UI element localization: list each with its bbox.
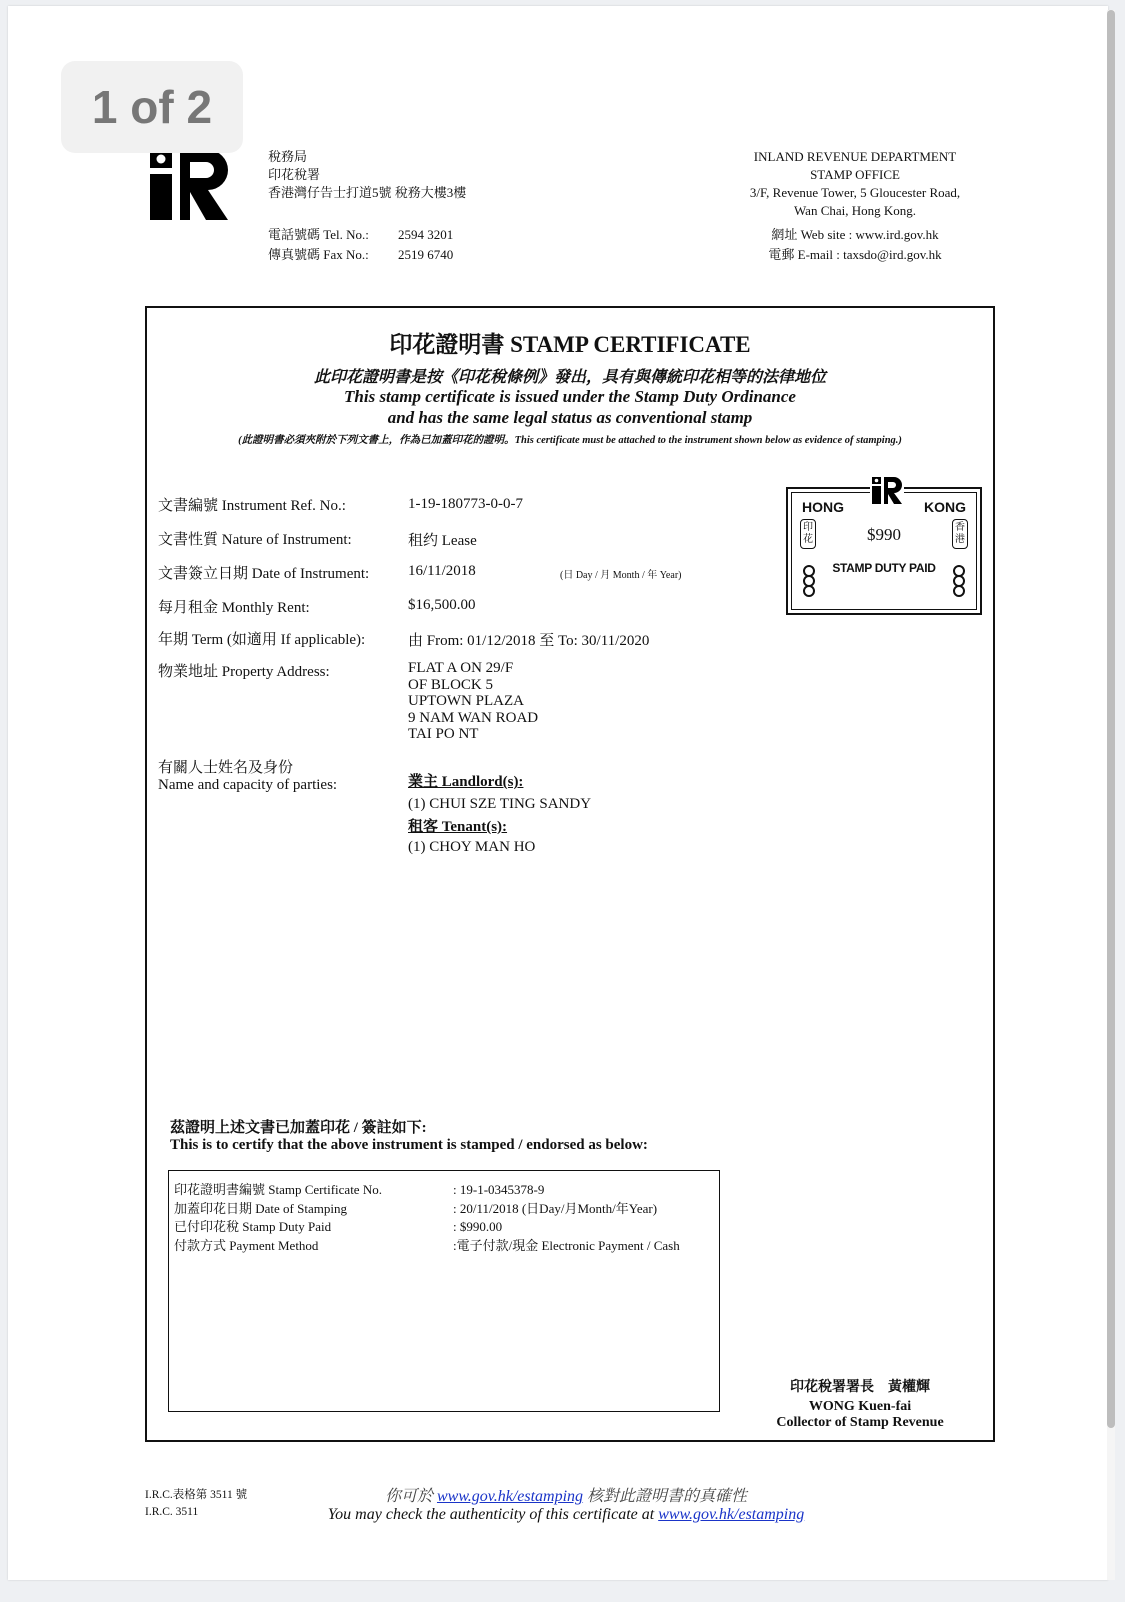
stamp-ornament-icon bbox=[802, 565, 816, 599]
page-counter: 1 of 2 bbox=[61, 61, 243, 153]
stamp-left-chars: 印花 bbox=[800, 519, 816, 549]
address-label: 物業地址 Property Address: bbox=[158, 664, 330, 680]
nature-label: 文書性質 Nature of Instrument: bbox=[158, 532, 352, 548]
stamp-amount: $990 bbox=[867, 525, 901, 544]
scrollbar[interactable] bbox=[1107, 10, 1115, 1580]
detail-value: : 19-1-0345378-9 bbox=[453, 1182, 545, 1197]
signatory-title: Collector of Stamp Revenue bbox=[776, 1415, 944, 1430]
scrollbar-thumb[interactable] bbox=[1107, 10, 1115, 1428]
check-en-before: You may check the authenticity of this certificate at bbox=[327, 1506, 655, 1523]
header-left-line: 稅務局 bbox=[268, 149, 308, 164]
check-zh-after: 核對此證明書的真確性 bbox=[587, 1488, 748, 1505]
detail-label: 付款方式 Payment Method bbox=[174, 1237, 319, 1253]
address-line: UPTOWN PLAZA bbox=[408, 693, 524, 709]
subtitle-en-1: This stamp certificate is issued under the Stamp Duty Ordinance bbox=[344, 387, 796, 406]
ird-logo-icon bbox=[150, 150, 234, 222]
details-labels bbox=[174, 1181, 382, 1255]
tel-label: 電話號碼 Tel. No.: bbox=[268, 227, 369, 242]
stamp-right-chars: 香港 bbox=[952, 519, 968, 549]
landlord-name: (1) CHUI SZE TING SANDY bbox=[408, 796, 592, 812]
detail-label: 已付印花稅 Stamp Duty Paid bbox=[174, 1219, 332, 1234]
term-label: 年期 Term (如適用 If applicable): bbox=[158, 632, 366, 648]
detail-value: : 20/11/2018 (日Day/月Month/年Year) bbox=[453, 1200, 658, 1216]
stamp-ird-logo-icon bbox=[870, 477, 904, 505]
check-line-zh bbox=[296, 1483, 836, 1506]
website: 網址 Web site : www.ird.gov.hk bbox=[771, 227, 939, 242]
detail-label: 印花證明書編號 Stamp Certificate No. bbox=[174, 1182, 382, 1197]
detail-value: :電子付款/現金 Electronic Payment / Cash bbox=[453, 1237, 680, 1253]
stamp-paid-text: STAMP DUTY PAID bbox=[832, 561, 936, 575]
header-right-line: Wan Chai, Hong Kong. bbox=[793, 203, 917, 218]
address-line: FLAT A ON 29/F bbox=[408, 660, 514, 676]
detail-label: 加蓋印花日期 Date of Stamping bbox=[174, 1200, 347, 1216]
stamping-details-box bbox=[168, 1170, 720, 1412]
date-format: (日 Day / 月 Month / 年 Year) bbox=[560, 570, 682, 581]
header-right-line: INLAND REVENUE DEPARTMENT bbox=[753, 149, 957, 164]
address-line: 9 NAM WAN ROAD bbox=[408, 709, 539, 726]
term-value: 由 From: 01/12/2018 至 To: 30/11/2020 bbox=[408, 633, 650, 649]
stamp-hong: HONG bbox=[802, 499, 844, 515]
subtitle-zh: 此印花證明書是按《印花稅條例》發出，具有與傳統印花相等的法律地位 bbox=[313, 369, 826, 386]
tel-value: 2594 3201 bbox=[398, 227, 454, 242]
check-zh-before: 你可於 bbox=[384, 1488, 433, 1505]
parties-label-en: Name and capacity of parties: bbox=[158, 777, 338, 793]
estamping-link[interactable]: www.gov.hk/estamping bbox=[658, 1506, 805, 1523]
landlord-heading: 業主 Landlord(s): bbox=[408, 774, 524, 790]
stamp-kong: KONG bbox=[924, 499, 966, 515]
property-address bbox=[408, 660, 538, 743]
fax-value: 2519 6740 bbox=[398, 247, 454, 262]
form-number-zh: I.R.C.表格第 3511 號 bbox=[145, 1489, 248, 1501]
address-line: TAI PO NT bbox=[408, 726, 479, 742]
parties-label-zh: 有關人士姓名及身份 bbox=[158, 760, 294, 776]
header-right-line: 3/F, Revenue Tower, 5 Gloucester Road, bbox=[749, 185, 961, 200]
form-number-en: I.R.C. 3511 bbox=[145, 1506, 199, 1518]
detail-value: : $990.00 bbox=[453, 1219, 503, 1234]
certificate-note: (此證明書必須夾附於下列文書上，作為已加蓋印花的證明。This certificate must be attached to the instrument shown below as evidence of stamping.) bbox=[238, 435, 902, 446]
certify-en: This is to certify that the above instrument is stamped / endorsed as below: bbox=[170, 1137, 648, 1153]
signatory-name: WONG Kuen-fai bbox=[808, 1399, 912, 1414]
header-right bbox=[715, 148, 995, 220]
stamp-ornament-icon bbox=[952, 565, 966, 599]
parties-label bbox=[158, 760, 337, 794]
ref-label: 文書編號 Instrument Ref. No.: bbox=[158, 498, 346, 514]
date-value: 16/11/2018 bbox=[408, 563, 476, 579]
tenant-name: (1) CHOY MAN HO bbox=[408, 839, 536, 855]
email: 電郵 E-mail : taxsdo@ird.gov.hk bbox=[768, 247, 942, 262]
subtitle-en-2: and has the same legal status as conventional stamp bbox=[387, 408, 753, 427]
header-right-line: STAMP OFFICE bbox=[810, 167, 900, 182]
date-label: 文書簽立日期 Date of Instrument: bbox=[158, 566, 370, 582]
certify-zh: 茲證明上述文書已加蓋印花 / 簽註如下: bbox=[170, 1120, 427, 1136]
address-line: OF BLOCK 5 bbox=[408, 676, 494, 693]
details-values bbox=[453, 1181, 680, 1255]
certificate-title: 印花證明書 STAMP CERTIFICATE bbox=[389, 332, 751, 357]
stamp-duty-paid-stamp bbox=[786, 487, 982, 615]
check-line-en bbox=[296, 1506, 836, 1524]
nature-value: 租约 Lease bbox=[408, 533, 477, 549]
header-left bbox=[268, 148, 528, 202]
rent-label: 每月租金 Monthly Rent: bbox=[158, 600, 310, 616]
estamping-link[interactable]: www.gov.hk/estamping bbox=[436, 1488, 584, 1505]
rent-value: $16,500.00 bbox=[408, 597, 476, 613]
header-left-line: 印花稅署 bbox=[268, 167, 321, 182]
tenant-heading: 租客 Tenant(s): bbox=[408, 819, 508, 835]
signatory-zh: 印花稅署署長 黃權輝 bbox=[790, 1380, 930, 1395]
fax-label: 傳真號碼 Fax No.: bbox=[268, 247, 369, 262]
ref-value: 1-19-180773-0-0-7 bbox=[408, 496, 523, 512]
header-left-line: 香港灣仔告士打道5號 稅務大樓3樓 bbox=[268, 185, 467, 200]
